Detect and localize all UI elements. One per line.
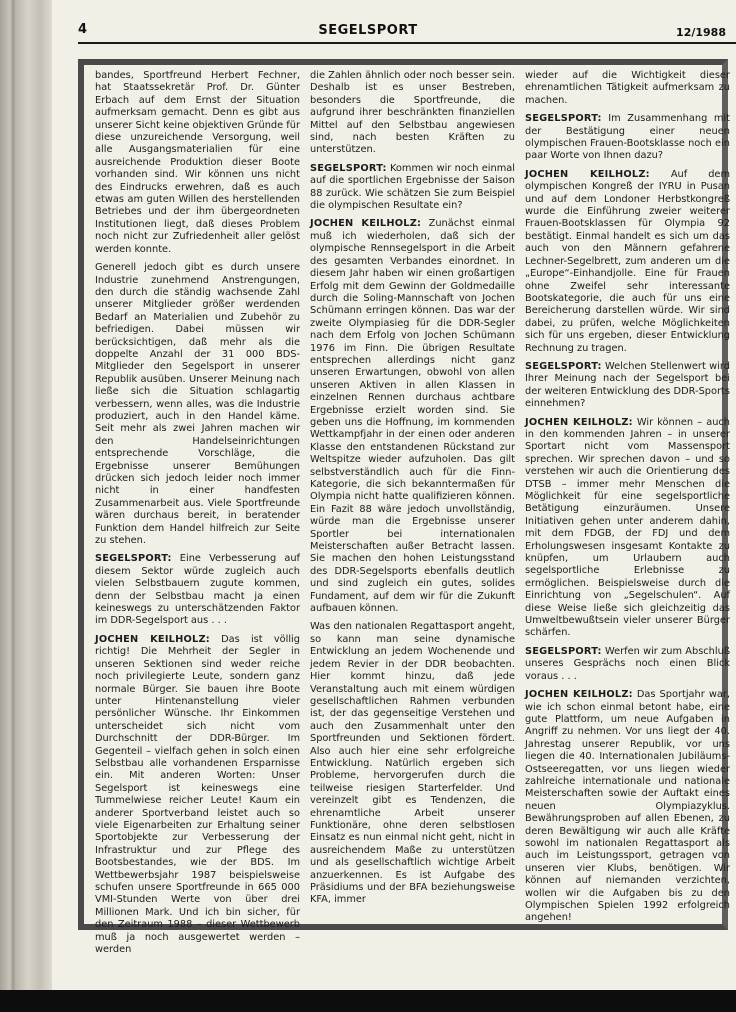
- paragraph: [95, 262, 300, 547]
- paragraph: [95, 70, 300, 256]
- paragraph-text: Zunächst einmal muß ich wiederholen, daß sich der olympische Rennsegelsport in die Arbeit des gesamten Verbandes einordnet. In diesem Jahr haben wir einen großartigen Erfolg mit dem Gewinn der Goldmedaille durch die Soling-Mannschaft von Jochen Schümann erringen können. Das war der zweite Olympiasieg für die DDR-Segler nach dem Erfolg von Jochen Schümann 1976 im Finn. Die übrigen Resultate entsprechen allerdings nicht ganz unseren Erwartungen, obwohl von allen unseren Aktiven in allen Klassen in einzelnen Rennen durchaus achtbare Ergebnisse erzielt worden sind. Sie geben uns die Hoffnung, im kommenden Wettkampfjahr in der einen oder anderen Klasse den entstandenen Rückstand zur Weltspitze wieder aufzuholen. Das gilt selbstverständlich auch für die Finn-Kategorie, die sich bekanntermaßen für Olympia nicht hatte qualifizieren können. Ein Fazit 88 wäre jedoch unvollständig, würde man die Ergebnisse unserer Sportler bei internationalen Meisterschaften außer Betracht lassen. Sie machen den hohen Leistungsstand des DDR-Segelsports ebenfalls deutlich und sind zugleich ein gutes, solides Fundament, auf dem wir für die Zukunft aufbauen können.: [310, 218, 515, 615]
- paragraph: [525, 70, 730, 107]
- paragraph-text: wieder auf die Wichtigkeit dieser ehrenamtlichen Tätigkeit aufmerksam zu machen.: [525, 70, 730, 106]
- paragraph-text: Im Zusammenhang mit der Bestätigung einer neuen olympischen Frauen-Bootsklasse noch ein paar Worte von Ihnen dazu?: [525, 113, 730, 162]
- speaker-label: SEGELSPORT:: [525, 645, 602, 657]
- paragraph: [525, 169, 730, 355]
- paragraph: [310, 70, 515, 157]
- speaker-label: SEGELSPORT:: [310, 162, 387, 174]
- paragraph: [525, 417, 730, 640]
- paragraph-text: die Zahlen ähnlich oder noch besser sein. Deshalb ist es unser Bestreben, besonders die Sportfreunde, die aufgrund ihrer beschränkten finanziellen Mittel auf den Selbstbau angewiesen sind, nach besten Kräften zu unterstützen.: [310, 70, 515, 156]
- text-column-3: [525, 70, 731, 924]
- paragraph-text: Wir können – auch in den kommenden Jahren – in unserer Sportart nicht vom Massensport sprechen. Wir sprechen davon – und so verstehen wir auch die Orientierung des DTSB – immer mehr Menschen die Möglichkeit für eine segelsportliche Betätigung einzuräumen. Unsere Initiativen gehen unter anderem dahin, mit dem FDGB, der FDJ und dem Erholungswesen insgesamt Kontakte zu knüpfen, um Urlaubern auch segelsportliche Erlebnisse zu ermöglichen. Beispielsweise durch die Einrichtung von „Segelschulen“. Auf diese Weise ließe sich gleichzeitig das Umweltbewußtsein vieler unserer Bürger schärfen.: [525, 416, 730, 639]
- paragraph-text: Das ist völlig richtig! Die Mehrheit der Segler in unseren Sektionen sind weder reiche noch privilegierte Leute, sondern ganz normale Bürger. Sie bauen ihre Boote unter Hintenanstellung vieler persönlicher Wünsche. Ihr Einkommen unterscheidet sich nicht vom Durchschnitt der DDR-Bürger. Im Gegenteil – vielfach gehen in solch einen Selbstbau alle vorhandenen Ersparnisse ein. Mit anderen Worten: Unser Segelsport ist keineswegs eine Tummelwiese reicher Leute! Kaum ein anderer Sportverband leistet auch so viele Eigenarbeiten zur Erhaltung seiner Sportobjekte zur Verbesserung der Infrastruktur und zur Pflege des Bootsbestandes, wie der BDS. Im Wettbewerbsjahr 1987 beispielsweise schufen unsere Sportfreunde in 665 000 VMI-Stunden Werte von über drei Millionen Mark. Und ich bin sicher, für den Zeitraum 1988 – dieser Wettbewerb muß ja noch ausgewertet werden – werden: [95, 633, 300, 956]
- paragraph: [525, 361, 730, 411]
- paragraph: [95, 553, 300, 627]
- paragraph-text: Generell jedoch gibt es durch unsere Industrie zunehmend Anstrengungen, den durch die ständig wachsende Zahl unserer Mitglieder größer werdenden Bedarf an Materialien und Zubehör zu befriedigen. Dabei müssen wir berücksichtigen, daß mehr als die doppelte Anzahl der 31 000 BDS-Mitglieder den Segelsport in unserer Republik ausüben. Unserer Meinung nach ließe sich die Situation schlagartig verbessern, wenn alles, was die Industrie produziert, auch in den Handel käme. Seit mehr als zwei Jahren machen wir den Handelseinrichtungen entsprechende Vorschläge, die Ergebnisse unserer Bemühungen drücken sich jedoch leider noch immer nicht in einer handfesten Zusammenarbeit aus. Viele Sportfreunde wären durchaus bereit, in beratender Funktion dem Handel hilfreich zur Seite zu stehen.: [95, 262, 300, 547]
- paragraph: [525, 113, 730, 163]
- speaker-label: SEGELSPORT:: [525, 113, 602, 125]
- book-binding: [0, 0, 52, 1012]
- text-column-2: [310, 70, 515, 918]
- paragraph: [95, 634, 300, 957]
- page-number: 4: [78, 22, 88, 37]
- paragraph: [310, 621, 515, 906]
- header-rule: [78, 42, 736, 44]
- article-body: [95, 70, 731, 956]
- speaker-label: SEGELSPORT:: [95, 553, 172, 565]
- issue-number: 12/1988: [676, 26, 726, 39]
- text-column-1: [95, 70, 300, 956]
- paragraph-text: Das Sportjahr war, wie ich schon einmal betont habe, eine gute Plattform, um neue Aufgaben in Angriff zu nehmen. Vor uns liegt der 40. Jahrestag unserer Republik, vor uns liegen die 40. Internationalen Jubiläums-Ostseeregatten, vor uns liegen wieder zahlreiche internationale und nationale Meisterschaften sowie der Auftakt eines neuen Olympiazyklus. Bewährungsproben auf allen Ebenen, zu deren Bewältigung wir auch alle Kräfte sowohl im nationalen Regattasport als auch im Leistungssport, getragen von unseren vier Klubs, benötigen. Wir können auf niemanden verzichten, wollen wir die Aufgaben bis zu den Olympischen Spielen 1992 erfolgreich angehen!: [525, 689, 730, 924]
- paragraph: [525, 646, 730, 683]
- speaker-label: JOCHEN KEILHOLZ:: [95, 633, 210, 645]
- running-head: SEGELSPORT: [318, 23, 418, 38]
- paragraph: [310, 218, 515, 615]
- speaker-label: JOCHEN KEILHOLZ:: [525, 689, 633, 701]
- paragraph-text: Auf dem olympischen Kongreß der IYRU in Pusan und auf dem Londoner Herbstkongreß wurde die Einführung zweier weiterer Frauen-Bootsklassen für Olympia 92 bestätigt. Einmal handelt es sich um das auch von den Männern gefahrene Lechner-Segelbrett, zum anderen um die „Europe“-Einhandjolle. Eine für Frauen ohne Zweifel sehr interessante Bootskategorie, die auch für uns eine Bereicherung darstellen würde. Wir sind dabei, zu prüfen, welche Möglichkeiten sich für uns ergeben, dieser Entwicklung Rechnung zu tragen.: [525, 168, 731, 354]
- paragraph: [525, 689, 730, 925]
- paragraph-text: Werfen wir zum Abschluß unseres Gesprächs noch einen Blick voraus . . .: [525, 645, 730, 682]
- paragraph-text: Welchen Stellenwert wird Ihrer Meinung nach der Segelsport bei der weiteren Entwicklung des DDR-Sports einnehmen?: [525, 360, 730, 410]
- paragraph-text: Kommen wir noch einmal auf die sportlichen Ergebnisse der Saison 88 zurück. Wie schätzen Sie zum Beispiel die olympischen Resultate ein?: [310, 162, 515, 212]
- speaker-label: JOCHEN KEILHOLZ:: [525, 168, 650, 180]
- speaker-label: SEGELSPORT:: [525, 360, 602, 372]
- paragraph-text: bandes, Sportfreund Herbert Fechner, hat Staatssekretär Prof. Dr. Günter Erbach auf dem Ernst der Situation aufmerksam gemacht. Denn es gibt aus unserer Sicht keine objektiven Gründe für diese unzureichende Versorgung, weil alle Ausgangsmaterialien für eine ausreichende Produktion dieser Boote vorhanden sind. Wir können uns nicht des Eindrucks erwehren, daß es auch etwas am guten Willen des herstellenden Betriebes und der ihm übergeordneten Institutionen liegt, daß dieses Problem noch nicht zur Zufriedenheit aller gelöst werden konnte.: [95, 70, 300, 255]
- scan-border: [0, 990, 736, 1012]
- speaker-label: JOCHEN KEILHOLZ:: [310, 218, 422, 230]
- speaker-label: JOCHEN KEILHOLZ:: [525, 416, 633, 428]
- paragraph-text: Was den nationalen Regattasport angeht, so kann man seine dynamische Entwicklung an jedem Wochenende und jedem Revier in der DDR beobachten. Hier kommt hinzu, daß jede Veranstaltung auch mit einem würdigen gesellschaftlichen Rahmen verbunden ist, der das gegenseitige Verstehen und auch den Zusammenhalt unter den Sportfreunden und Sektionen fördert. Also auch hier eine sehr erfolgreiche Entwicklung. Natürlich ergeben sich Probleme, hervorgerufen durch die teilweise riesigen Starterfelder. Und vereinzelt gibt es Tendenzen, die ehrenamtliche Arbeit unserer Funktionäre, ohne deren selbstlosen Einsatz es nun einmal nicht geht, nicht in ausreichendem Maße zu unterstützen und als gesellschaftlich wichtige Arbeit anzuerkennen. Es ist Aufgabe des Präsidiums und der BFA beziehungsweise KFA, immer: [310, 621, 515, 906]
- paragraph: [310, 163, 515, 213]
- paragraph-text: Eine Verbesserung auf diesem Sektor würde zugleich auch vielen Selbstbauern zugute kommen, denn der Selbstbau macht ja einen keineswegs zu unterschätzenden Faktor im DDR-Segelsport aus . . .: [95, 553, 300, 627]
